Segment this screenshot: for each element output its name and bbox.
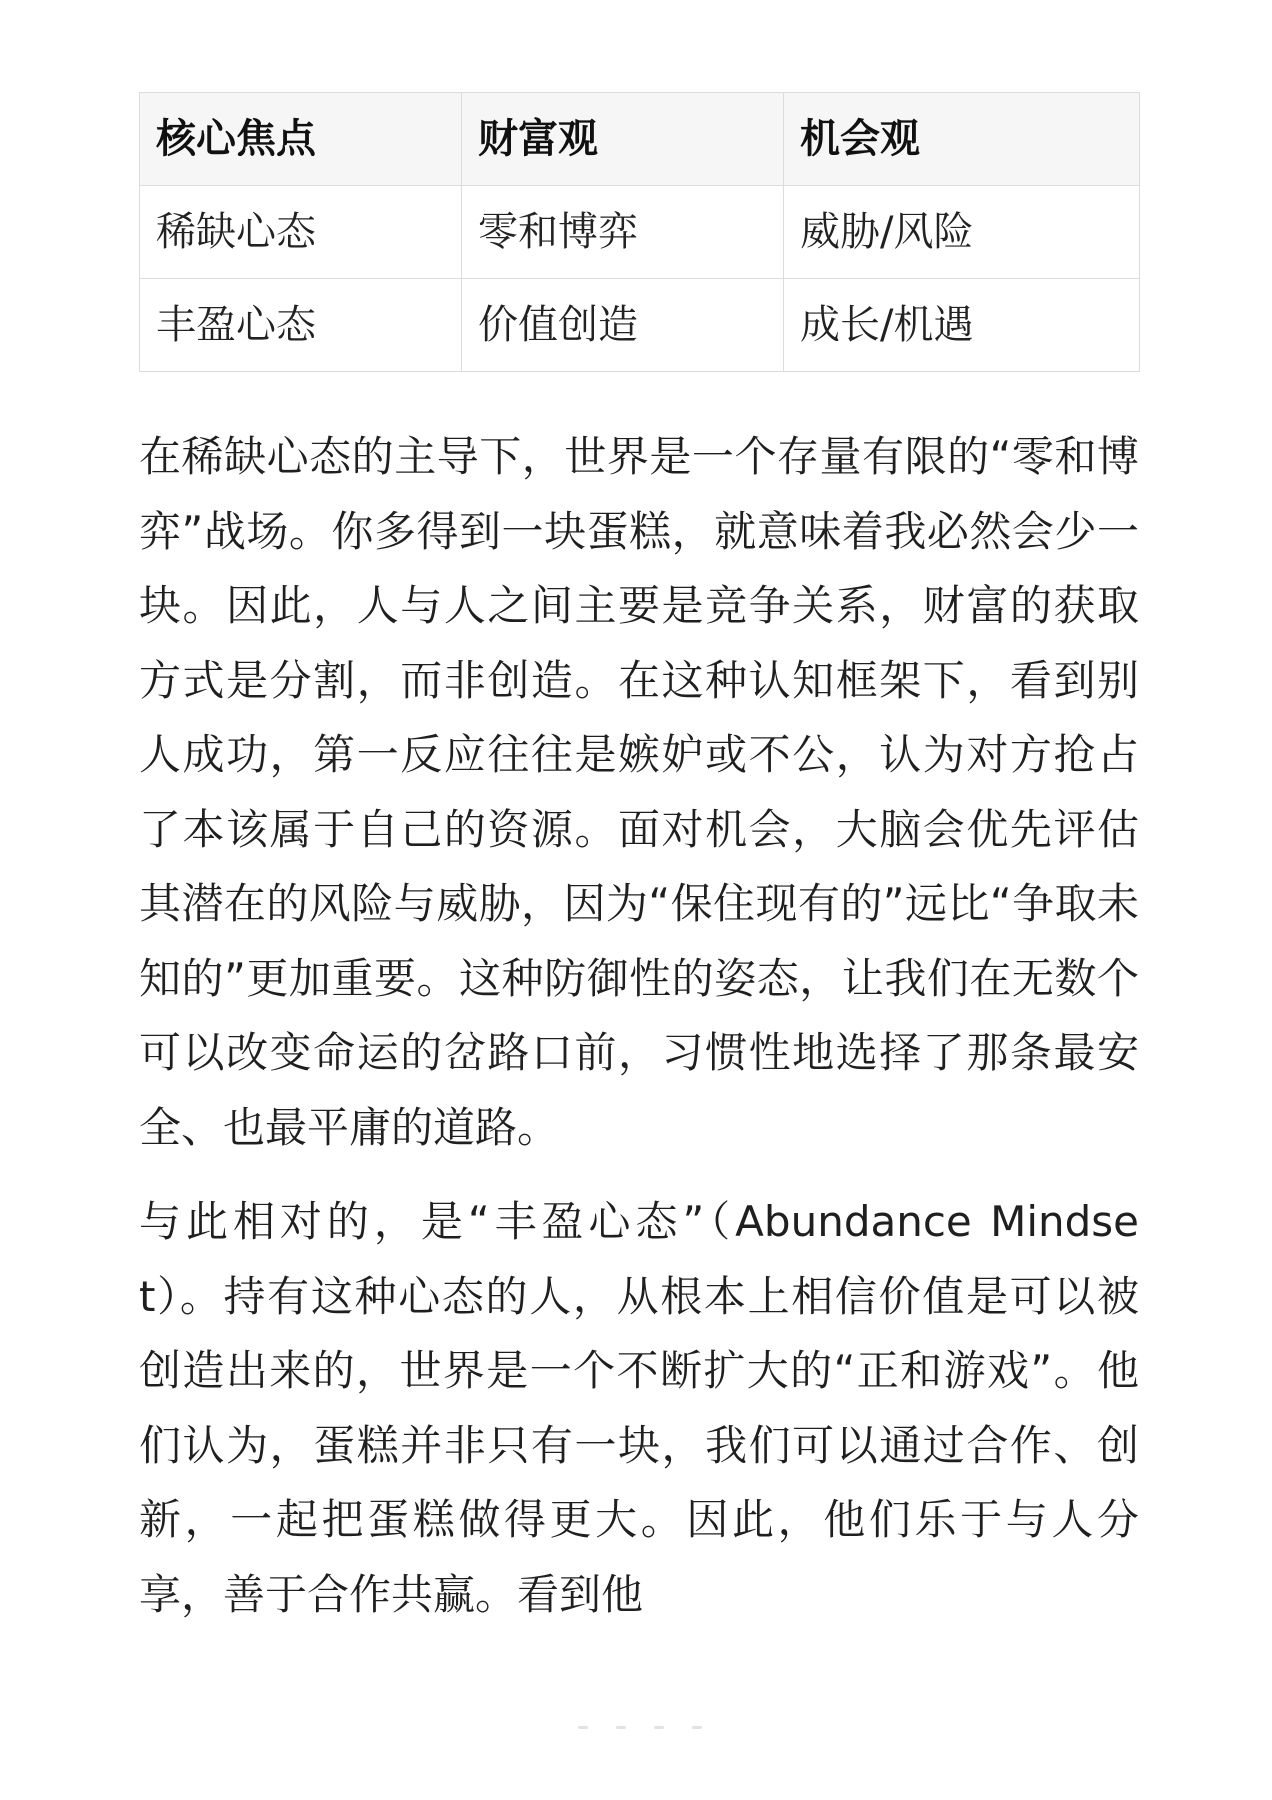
document-page: [139, 92, 1139, 1652]
table-cell: 威胁/风险: [784, 186, 1140, 279]
table-row: [140, 279, 1140, 372]
header-opportunity-view: 机会观: [784, 93, 1140, 186]
fade-dot: [616, 1726, 626, 1729]
header-core-focus: 核心焦点: [140, 93, 462, 186]
page-fade-indicator: [500, 1726, 780, 1732]
fade-dot: [692, 1726, 702, 1729]
article-body: [139, 420, 1139, 1632]
table-cell: 丰盈心态: [140, 279, 462, 372]
paragraph-abundance: 与此相对的，是“丰盈心态”（Abundance Mindset）。持有这种心态的人，从根本上相信价值是可以被创造出来的，世界是一个不断扩大的“正和游戏”。他们认为，蛋糕并非只有一块，我们可以通过合作、创新，一起把蛋糕做得更大。因此，他们乐于与人分享，善于合作共赢。看到他: [139, 1197, 1139, 1619]
comparison-table: [139, 92, 1140, 372]
header-wealth-view: 财富观: [462, 93, 784, 186]
fade-dot: [654, 1726, 664, 1729]
table-header-row: [140, 93, 1140, 186]
table-cell: 成长/机遇: [784, 279, 1140, 372]
paragraph-scarcity: 在稀缺心态的主导下，世界是一个存量有限的“零和博弈”战场。你多得到一块蛋糕，就意味着我必然会少一块。因此，人与人之间主要是竞争关系，财富的获取方式是分割，而非创造。在这种认知框架下，看到别人成功，第一反应往往是嫉妒或不公，认为对方抢占了本该属于自己的资源。面对机会，大脑会优先评估其潜在的风险与威胁，因为“保住现有的”远比“争取未知的”更加重要。这种防御性的姿态，让我们在无数个可以改变命运的岔路口前，习惯性地选择了那条最安全、也最平庸的道路。: [139, 432, 1139, 1152]
table-cell: 零和博弈: [462, 186, 784, 279]
table-cell: 稀缺心态: [140, 186, 462, 279]
table-row: [140, 186, 1140, 279]
fade-dot: [578, 1726, 588, 1729]
table-cell: 价值创造: [462, 279, 784, 372]
